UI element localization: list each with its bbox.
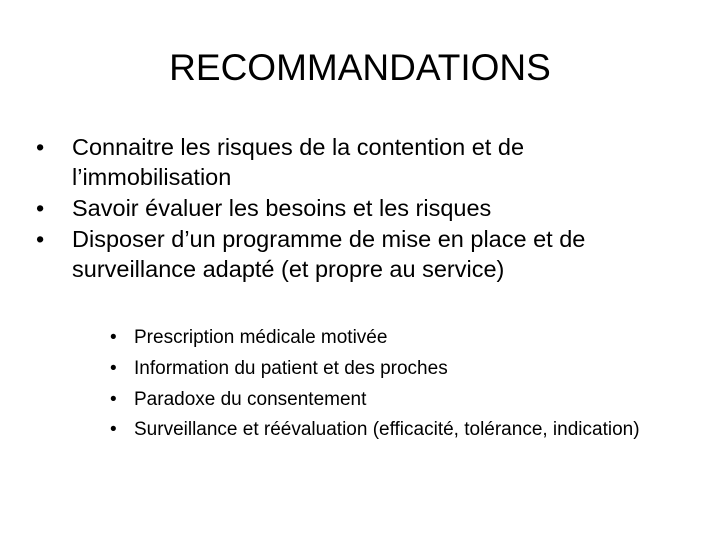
main-bullet-list [36, 132, 686, 285]
sub-bullet-dot-icon: • [110, 419, 117, 440]
sub-bullet-dot-icon: • [110, 358, 117, 379]
sub-bullet-item [110, 415, 670, 444]
sub-bullet-text: Prescription médicale motivée [134, 327, 388, 348]
sub-bullet-text: Information du patient et des proches [134, 358, 448, 379]
sub-bullet-list [110, 322, 670, 444]
sub-bullet-item [110, 322, 670, 353]
sub-bullet-text: Surveillance et réévaluation (efficacité, tolérance, indication) [134, 419, 640, 440]
bullet-item [36, 132, 686, 192]
sub-bullet-dot-icon: • [110, 327, 117, 348]
sub-bullet-text: Paradoxe du consentement [134, 389, 367, 410]
bullet-dot-icon: • [36, 226, 45, 252]
slide-title: RECOMMANDATIONS [169, 47, 551, 88]
bullet-text: Disposer d’un programme de mise en place et de surveillance adapté (et propre au service) [72, 226, 586, 282]
sub-bullet-dot-icon: • [110, 389, 117, 410]
bullet-dot-icon: • [36, 134, 45, 160]
sub-bullet-item [110, 384, 670, 415]
bullet-text: Savoir évaluer les besoins et les risques [72, 195, 492, 221]
bullet-dot-icon: • [36, 195, 45, 221]
bullet-text: Connaitre les risques de la contention et de l’immobilisation [72, 134, 525, 190]
bullet-item [36, 193, 686, 223]
sub-bullet-item [110, 353, 670, 384]
bullet-item [36, 224, 686, 284]
